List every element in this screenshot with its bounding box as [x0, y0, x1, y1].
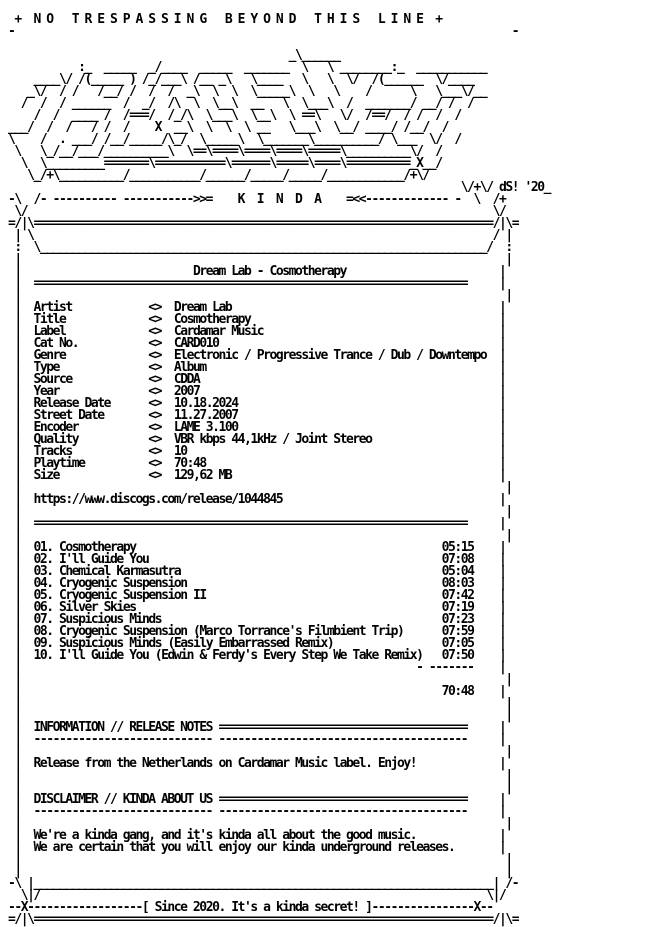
- notes-heading: INFORMATION // RELEASE NOTES: [33, 720, 213, 735]
- ascii-decoration: <>: [59, 360, 174, 375]
- no-trespassing-banner: + N O T R E S P A S S I N G B E Y O N D T H I S L I N E +: [14, 12, 442, 27]
- ascii-decoration: |: [467, 720, 506, 735]
- ascii-decoration: ----------------X--: [371, 900, 493, 915]
- ascii-decoration: |: [8, 348, 34, 363]
- track-duration: 07:42: [441, 588, 474, 603]
- ascii-decoration: |: [371, 432, 506, 447]
- field-value: CDDA: [173, 372, 200, 387]
- ascii-decoration: |: [473, 588, 506, 603]
- ascii-decoration: <>: [110, 396, 174, 411]
- ascii-decoration: |: [473, 564, 506, 579]
- ascii-decoration: |: [467, 792, 506, 807]
- ascii-decoration: | |: [8, 864, 512, 879]
- ascii-decoration: |: [8, 492, 34, 507]
- kinda-wordmark: K I N D A: [237, 192, 321, 207]
- field-value: CARD010: [173, 336, 219, 351]
- ascii-decoration: \ \_________=======\===========\======\=====\====\==========_X__/: [8, 156, 442, 171]
- ascii-decoration: | |: [8, 744, 512, 759]
- ascii-decoration: |: [8, 828, 34, 843]
- ascii-decoration: <>: [78, 432, 174, 447]
- ascii-decoration: |: [467, 732, 506, 747]
- ascii-decoration: \/ \/: [8, 204, 506, 219]
- ascii-decoration: --X------------------: [8, 900, 142, 915]
- ascii-decoration: =<<------------- - \ /+: [320, 192, 506, 207]
- ascii-decoration: |: [231, 300, 506, 315]
- ascii-decoration: | |: [8, 252, 512, 267]
- ascii-decoration: |: [237, 420, 506, 435]
- ascii-decoration: =======================================: [212, 792, 468, 807]
- ascii-decoration: | |: [8, 480, 512, 495]
- field-value: LAME 3.100: [173, 420, 238, 435]
- ascii-decoration: \/+\/: [8, 180, 500, 195]
- ascii-decoration: =======================================: [212, 720, 468, 735]
- field-label: Street Date: [33, 408, 104, 423]
- track-title: I'll Guide You: [59, 552, 149, 567]
- track-duration: 07:05: [441, 636, 474, 651]
- ascii-decoration: |: [467, 276, 506, 291]
- ascii-decoration: |: [8, 408, 34, 423]
- track-duration: 08:03: [441, 576, 474, 591]
- field-value: Album: [173, 360, 206, 375]
- field-label: Genre: [33, 348, 66, 363]
- track-title: Chemical Karmasutra: [59, 564, 181, 579]
- track-number: 05.: [33, 588, 53, 603]
- ascii-decoration: |: [473, 684, 506, 699]
- ascii-decoration: |: [8, 636, 34, 651]
- ascii-decoration: |: [8, 468, 34, 483]
- track-duration: 07:50: [441, 648, 474, 663]
- field-label: Playtime: [33, 456, 85, 471]
- ascii-decoration: |: [8, 576, 34, 591]
- field-label: Size: [33, 468, 60, 483]
- track-duration: 07:23: [441, 612, 474, 627]
- release-heading: Dream Lab - Cosmotherapy: [192, 264, 346, 279]
- track-duration: 07:19: [441, 600, 474, 615]
- ascii-decoration: | ====================================================================: [8, 276, 468, 291]
- ascii-decoration: |: [237, 396, 506, 411]
- ascii-decoration: |: [8, 648, 34, 663]
- ascii-decoration: =/|\========================================================================/|\=: [8, 912, 519, 927]
- ascii-decoration: |: [205, 456, 506, 471]
- track-number: 02.: [33, 552, 53, 567]
- ascii-decoration: |: [263, 324, 506, 339]
- ascii-decoration: |: [8, 384, 34, 399]
- ascii-decoration: | ---------------------------- ---------------------------------------: [8, 732, 468, 747]
- ascii-decoration: |: [345, 264, 506, 279]
- ascii-decoration: : \______________________________________________________________________/ :: [8, 240, 512, 255]
- track-title: Suspicious Minds (Easily Embarrassed Remix): [59, 636, 334, 651]
- ascii-decoration: <>: [71, 300, 174, 315]
- notes-text: Release from the Netherlands on Cardamar Music label. Enjoy!: [33, 756, 417, 771]
- field-value: VBR kbps 44,1kHz / Joint Stereo: [173, 432, 372, 447]
- ascii-decoration: :_ _____ _/____ _____ _______ \ \ ________:_ ___________: [8, 60, 487, 75]
- ascii-decoration: | |: [8, 504, 512, 519]
- track-number: 10.: [33, 648, 53, 663]
- field-label: Label: [33, 324, 66, 339]
- field-value: 129,62 MB: [173, 468, 232, 483]
- field-value: Electronic / Progressive Trance / Dub / Downtempo: [173, 348, 487, 363]
- ascii-decoration: |: [8, 756, 34, 771]
- ascii-decoration: |: [8, 360, 34, 375]
- ascii-decoration: |: [250, 312, 506, 327]
- ascii-decoration: <>: [59, 384, 174, 399]
- field-value: 10.18.2024: [173, 396, 238, 411]
- ascii-decoration: | \ / |: [8, 228, 512, 243]
- track-duration: 05:04: [441, 564, 474, 579]
- ascii-decoration: |: [282, 492, 506, 507]
- ascii-decoration: |: [473, 648, 506, 663]
- total-playtime: 70:48: [441, 684, 474, 699]
- ascii-decoration: |: [237, 408, 506, 423]
- ascii-decoration: <>: [71, 444, 174, 459]
- ascii-decoration: |: [8, 840, 34, 855]
- track-title: Silver Skies: [59, 600, 136, 615]
- ascii-decoration: |: [8, 720, 34, 735]
- ascii-decoration: | - -------: [8, 660, 474, 675]
- track-number: 07.: [33, 612, 53, 627]
- ascii-decoration: |: [473, 552, 506, 567]
- disclaimer-text: We are certain that you will enjoy our kinda underground releases.: [33, 840, 455, 855]
- field-value: 10: [173, 444, 187, 459]
- field-label: Type: [33, 360, 60, 375]
- ascii-decoration: |: [416, 756, 506, 771]
- ascii-decoration: |: [8, 564, 34, 579]
- ascii-decoration: <>: [103, 408, 174, 423]
- ascii-decoration: |: [8, 588, 34, 603]
- ascii-decoration: |: [473, 576, 506, 591]
- field-label: Year: [33, 384, 60, 399]
- ascii-decoration: |: [473, 660, 506, 675]
- ascii-decoration: <>: [78, 420, 174, 435]
- track-title: Suspicious Minds: [59, 612, 162, 627]
- track-number: 03.: [33, 564, 53, 579]
- ascii-decoration: |: [8, 312, 34, 327]
- ascii-decoration: |: [473, 612, 506, 627]
- field-label: Tracks: [33, 444, 72, 459]
- ascii-decoration: | |: [8, 696, 512, 711]
- ascii-decoration: |: [454, 840, 506, 855]
- ascii-decoration: |: [231, 468, 506, 483]
- ascii-decoration: |: [416, 828, 506, 843]
- ascii-decoration: |: [467, 516, 506, 531]
- ascii-decoration: |: [8, 396, 34, 411]
- ascii-decoration: |: [8, 540, 34, 555]
- ascii-decoration: | |: [8, 288, 512, 303]
- field-value: 2007: [173, 384, 200, 399]
- ascii-decoration: |: [486, 348, 506, 363]
- ascii-decoration: |: [473, 624, 506, 639]
- ascii-decoration: <>: [59, 468, 174, 483]
- discogs-url: https://www.discogs.com/release/1044845: [33, 492, 283, 507]
- ascii-decoration: | |: [8, 852, 512, 867]
- ascii-decoration: <>: [65, 324, 174, 339]
- track-title: Cryogenic Suspension II: [59, 588, 206, 603]
- ascii-decoration: | |: [8, 672, 512, 687]
- ascii-decoration: |: [8, 420, 34, 435]
- ascii-decoration: |: [473, 600, 506, 615]
- ascii-decoration: / / ____ / /===/ /_/\ \___\ \__\ \ ==\ \/ /==/ / / / /: [8, 108, 461, 123]
- ascii-decoration: |: [8, 600, 34, 615]
- ascii-decoration: <>: [78, 336, 174, 351]
- track-number: 08.: [33, 624, 53, 639]
- ascii-decoration: |: [8, 300, 34, 315]
- track-duration: 05:15: [441, 540, 474, 555]
- ascii-decoration: \|/ \|/: [8, 888, 506, 903]
- ascii-decoration: <>: [84, 456, 174, 471]
- ascii-decoration: - -: [8, 24, 519, 39]
- ascii-decoration: | ====================================================================: [8, 516, 468, 531]
- ascii-decoration: |: [199, 384, 506, 399]
- ascii-decoration: _\/ / / /__/ / / / _\ \ \ \_____\ \ \ / \ \___\/__: [8, 84, 487, 99]
- ascii-decoration: |: [8, 684, 442, 699]
- ascii-decoration: |: [8, 444, 34, 459]
- track-title: Cryogenic Suspension (Marco Torrance's Filmbient Trip): [59, 624, 404, 639]
- track-duration: 07:59: [441, 624, 474, 639]
- ascii-decoration: | |: [8, 528, 512, 543]
- ascii-decoration: |: [473, 540, 506, 555]
- field-label: Source: [33, 372, 72, 387]
- ascii-decoration: | |: [8, 780, 512, 795]
- ascii-decoration: |: [8, 324, 34, 339]
- ascii-decoration: |: [8, 612, 34, 627]
- ascii-decoration: \_/+\__________/___________/______/_____/_____/____________/+\/: [8, 168, 448, 183]
- field-value: 70:48: [173, 456, 206, 471]
- field-value: Cardamar Music: [173, 324, 264, 339]
- ascii-decoration: |: [8, 264, 193, 279]
- ascii-decoration: |: [8, 792, 34, 807]
- disclaimer-text: We're a kinda gang, and it's kinda all about the good music.: [33, 828, 417, 843]
- nfo-line: [8, 914, 656, 926]
- field-label: Artist: [33, 300, 72, 315]
- track-number: 09.: [33, 636, 53, 651]
- ascii-decoration: |: [8, 624, 34, 639]
- ascii-decoration: <>: [65, 348, 174, 363]
- ascii-decoration: -\ |________________________________________________________________________| /-: [8, 876, 519, 891]
- field-value: Dream Lab: [173, 300, 232, 315]
- field-value: 11.27.2007: [173, 408, 238, 423]
- ascii-decoration: <>: [65, 312, 174, 327]
- ascii-decoration: \ \_/__/___/__________\ \==\====\====\====\=====\__________\/ /: [8, 144, 442, 159]
- ascii-decoration: -\ /- ---------- ----------->>=: [8, 192, 238, 207]
- track-number: 06.: [33, 600, 53, 615]
- ascii-decoration: |: [8, 336, 34, 351]
- field-label: Quality: [33, 432, 79, 447]
- track-number: 01.: [33, 540, 53, 555]
- ascii-decoration: ____\/ /(_____ ) /_/___\ /__ _\ \____ \ \ \/ /(______ \/____: [8, 72, 474, 87]
- field-label: Cat No.: [33, 336, 79, 351]
- field-label: Release Date: [33, 396, 111, 411]
- ascii-decoration: <>: [71, 372, 174, 387]
- track-number: 04.: [33, 576, 53, 591]
- ascii-decoration: |: [199, 372, 506, 387]
- ascii-decoration: |: [473, 636, 506, 651]
- ascii-decoration: _\______: [8, 48, 366, 63]
- ascii-decoration: |: [218, 336, 506, 351]
- field-label: Title: [33, 312, 66, 327]
- group-tag: dS! '20: [499, 180, 544, 195]
- ascii-decoration: | |: [8, 816, 512, 831]
- track-duration: 07:08: [441, 552, 474, 567]
- field-value: Cosmotherapy: [173, 312, 251, 327]
- footer-text: [ Since 2020. It's a kinda secret! ]: [141, 900, 372, 915]
- ascii-decoration: | ---------------------------- ---------------------------------------: [8, 804, 468, 819]
- field-label: Encoder: [33, 420, 79, 435]
- ascii-decoration: |: [8, 432, 34, 447]
- disclaimer-heading: DISCLAIMER // KINDA ABOUT US: [33, 792, 213, 807]
- track-title: Cryogenic Suspension: [59, 576, 187, 591]
- ascii-decoration: =/|\========================================================================/|\=: [8, 216, 519, 231]
- ascii-decoration: | |: [8, 708, 512, 723]
- ascii-decoration: |: [8, 456, 34, 471]
- ascii-decoration: / / / ______ / _/ /\ \ \__\ __ \ \___\ / _______/ __/ / /: [8, 96, 474, 111]
- ascii-decoration: |: [467, 804, 506, 819]
- ascii-decoration: |: [8, 372, 34, 387]
- ascii-decoration: |: [8, 552, 34, 567]
- ascii-decoration: |: [205, 360, 506, 375]
- track-title: I'll Guide You (Edwin & Ferdy's Every Step We Take Remix): [59, 648, 423, 663]
- ascii-decoration: _: [543, 180, 551, 195]
- ascii-decoration: |: [186, 444, 506, 459]
- ascii-decoration: ___/ / / / / / X __\ \ \ \ __ \___\ \__/ ____/ /__/ /: [8, 120, 448, 135]
- ascii-decoration: | |: [8, 768, 512, 783]
- track-title: Cosmotherapy: [59, 540, 136, 555]
- ascii-decoration: \ / . ___/ /__/_____/\_/ \_____\ \_______\__________/ \___ \/ /: [8, 132, 461, 147]
